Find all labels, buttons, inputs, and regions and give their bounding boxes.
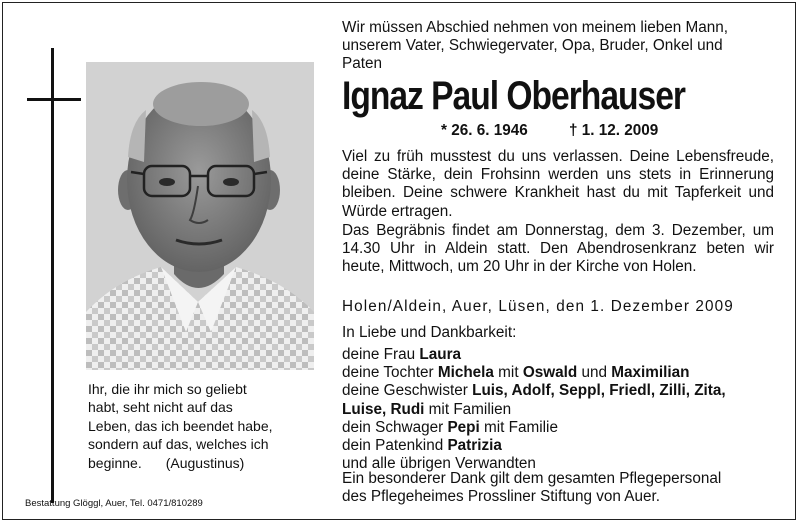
tribute-paragraph: Viel zu früh musstest du uns verlassen. Deine Lebensfreude, deine Stärke, dein Frohsinn werden uns stets in Erinnerung bleiben. Deine schwere Krankheit hast du mit Tapferkeit und Würde ertragen. — [342, 148, 774, 220]
mourner-name: Patrizia — [447, 437, 502, 455]
funeral-paragraph: Das Begräbnis findet am Donnerstag, dem 3. Dezember, um 14.30 Uhr in Aldein statt. Den Abendrosenkranz beten wir heute, Mittwoch, um 20 Uhr in der Kirche von Holen. — [342, 222, 774, 276]
mourner-relation: deine Frau — [342, 346, 420, 363]
mourner-name: Pepi — [447, 418, 480, 436]
intro-text — [342, 19, 774, 74]
poem-line: habt, seht nicht auf das — [88, 399, 233, 416]
closing-thanks — [342, 470, 774, 506]
poem-author: (Augustinus) — [165, 454, 245, 471]
mourner-line — [342, 437, 774, 455]
mourner-name: Luise, Rudi — [342, 400, 425, 418]
poem-line: sondern auf das, welches ich — [88, 436, 269, 453]
poem-line — [88, 454, 328, 472]
mourner-name: Maximilian — [611, 364, 690, 382]
mourner-line — [342, 364, 774, 382]
closing-line: Ein besonderer Dank gilt dem gesamten Pflegepersonal — [342, 470, 722, 487]
mourner-relation: dein Schwager — [342, 418, 448, 436]
mourner-name: Laura — [419, 346, 462, 363]
intro-line: unserem Vater, Schwiegervater, Opa, Bruder, Onkel und — [342, 37, 723, 55]
cross-icon — [51, 48, 54, 503]
mourner-connector: und — [577, 364, 612, 382]
mourner-connector: mit Familie — [479, 418, 558, 436]
poem-line: Leben, das ich beendet habe, — [88, 417, 273, 434]
mourner-line — [342, 382, 774, 400]
cross-icon-bar — [27, 98, 81, 101]
mourner-name: Oswald — [522, 364, 578, 382]
poem — [88, 380, 328, 472]
closing-line: des Pflegeheimes Prossliner Stiftung von Auer. — [342, 488, 661, 506]
undertaker-info: Bestattung Glöggl, Auer, Tel. 0471/810289 — [25, 498, 203, 509]
mourner-line — [342, 401, 774, 419]
intro-line: Wir müssen Abschied nehmen von meinem lieben Mann, — [342, 19, 729, 36]
birth-date: * 26. 6. 1946 — [441, 122, 528, 139]
mourner-line — [342, 346, 774, 364]
deceased-name: Ignaz Paul Oberhauser — [342, 74, 685, 118]
mourner-name: Luis, Adolf, Seppl, Friedl, Zilli, Zita, — [472, 382, 726, 400]
mourner-connector: mit Familien — [424, 400, 512, 418]
mourner-connector: mit — [493, 364, 523, 382]
mourner-relation: deine Tochter — [342, 364, 438, 382]
mourners-list — [342, 346, 774, 473]
mourner-line — [342, 419, 774, 437]
mourner-relation: dein Patenkind — [342, 437, 448, 455]
place-date: Holen/Aldein, Auer, Lüsen, den 1. Dezember 2009 — [342, 298, 734, 315]
mourner-relation: deine Geschwister — [342, 382, 473, 400]
poem-line-text: beginne. — [88, 454, 142, 471]
portrait-photo — [86, 62, 314, 370]
death-date: † 1. 12. 2009 — [569, 122, 659, 139]
poem-line: Ihr, die ihr mich so geliebt — [88, 381, 247, 397]
thanks-line: In Liebe und Dankbarkeit: — [342, 324, 517, 341]
intro-line: Paten — [342, 55, 382, 73]
mourner-line: und alle übrigen Verwandten — [342, 455, 536, 473]
mourner-name: Michela — [437, 364, 494, 382]
